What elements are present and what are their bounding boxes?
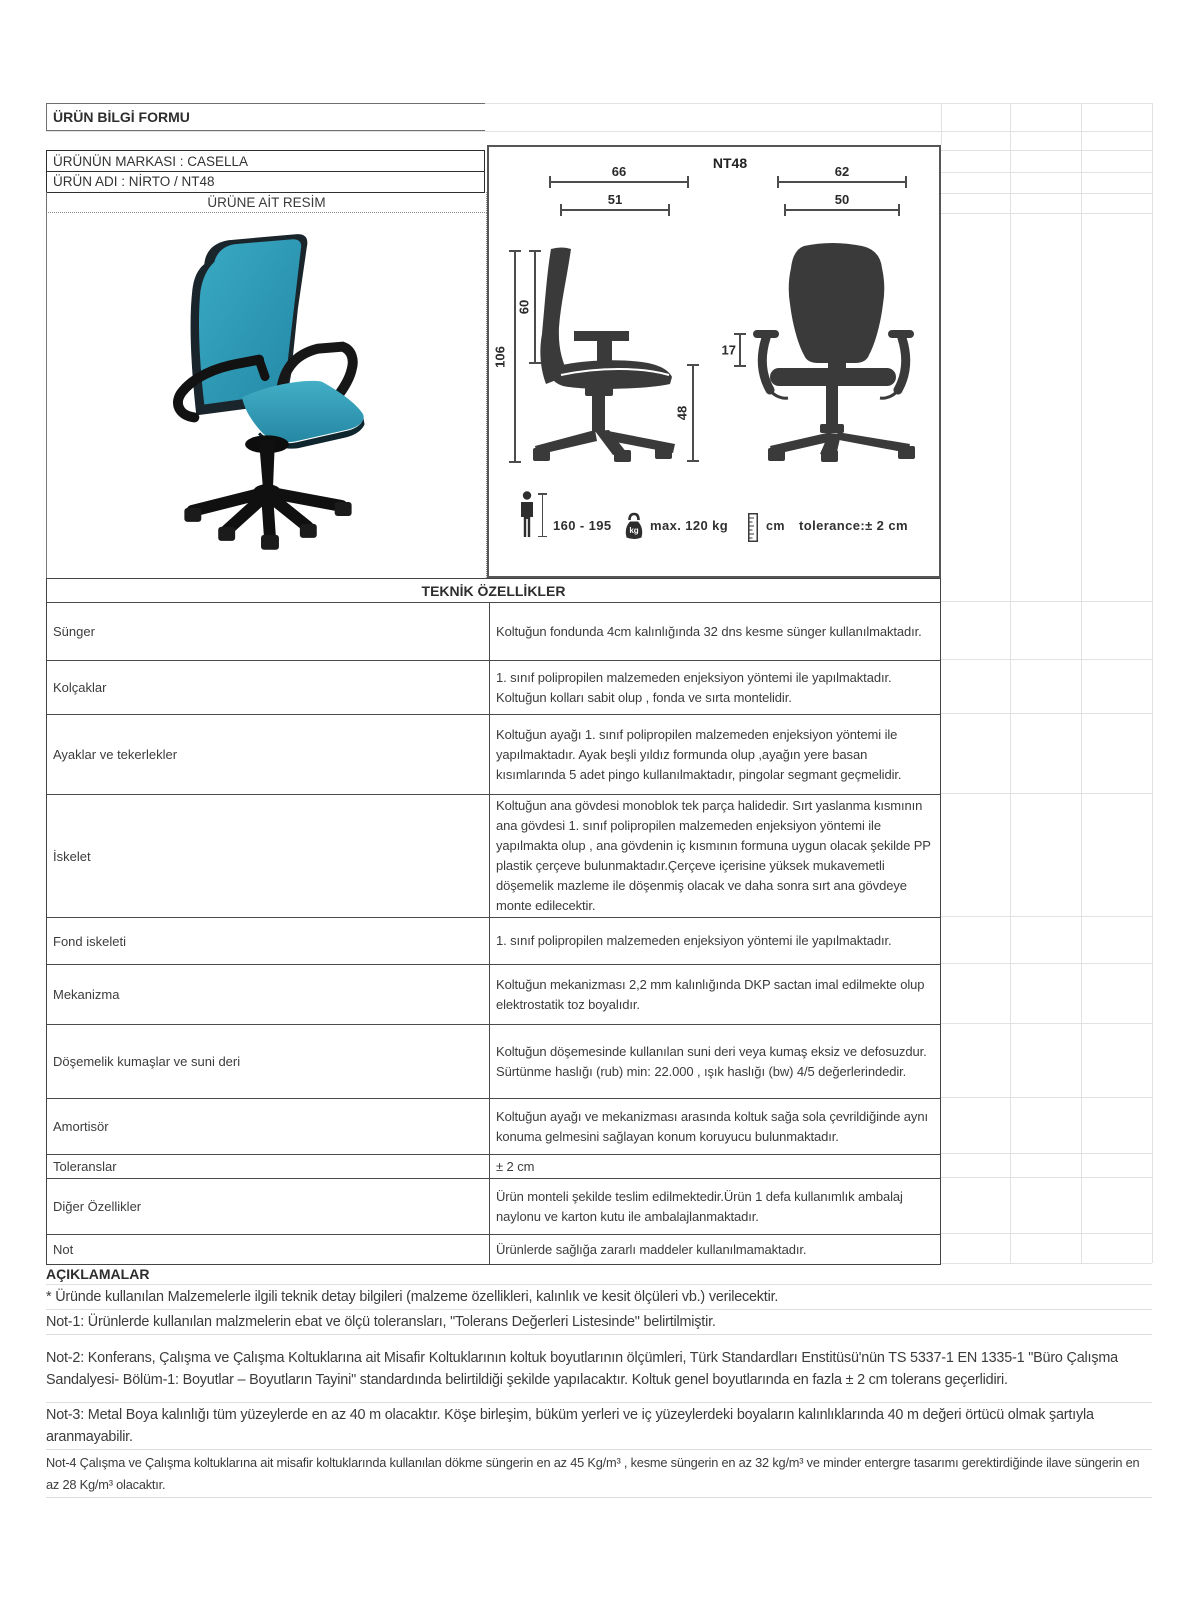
notes-section	[46, 1263, 1152, 1498]
grid-line	[941, 1263, 1152, 1264]
dim-seat-depth: 51	[561, 209, 669, 211]
form-title-cell	[46, 103, 485, 131]
table-row	[47, 1154, 940, 1178]
max-weight-label: max. 120 kg	[650, 518, 729, 533]
note-item: Not-3: Metal Boya kalınlığı tüm yüzeylerde en az 40 m olacaktır. Köşe birleşim, büküm yerleri ve iç yüzeylerdeki boyaların kalınlıklarında 40 m değeri örtücü olmak şartıyla aranmayabilir.	[46, 1403, 1152, 1450]
grid-line	[941, 963, 1152, 964]
svg-text:kg: kg	[629, 526, 639, 535]
table-row	[47, 1024, 940, 1098]
dim-total-height: 106	[514, 251, 516, 462]
chair-side-view-drawing	[529, 242, 709, 472]
grid-line	[941, 659, 1152, 660]
row-label: İskelet	[47, 795, 490, 917]
grid-line	[1081, 103, 1082, 1263]
grid-line	[941, 1023, 1152, 1024]
grid-line	[46, 131, 1152, 132]
row-value: Koltuğun ayağı ve mekanizması arasında koltuk sağa sola çevrildiğinde aynı konuma gelmesini sağlayan konum koruyucu bulunmaktadır.	[496, 1108, 928, 1144]
note-item: Not-1: Ürünlerde kullanılan malzmelerin ebat ve ölçü toleransları, "Tolerans Değerleri Listesinde" belirtilmiştir.	[46, 1310, 1152, 1335]
note-item: * Üründe kullanılan Malzemelerle ilgili teknik detay bilgileri (malzeme özellikleri, kalınlık ve kesit ölçüleri vb.) verilecektir.	[46, 1285, 1152, 1310]
grid-line	[941, 793, 1152, 794]
row-label: Amortisör	[47, 1099, 490, 1154]
row-label: Diğer Özellikler	[47, 1179, 490, 1234]
person-height-icon	[518, 491, 536, 538]
product-photo-cell	[46, 213, 487, 578]
grid-line	[941, 1153, 1152, 1154]
image-caption: ÜRÜNE AİT RESİM	[207, 194, 326, 210]
row-label: Ayaklar ve tekerlekler	[47, 715, 490, 794]
row-label: Döşemelik kumaşlar ve suni deri	[47, 1025, 490, 1098]
note-item: Not-4 Çalışma ve Çalışma koltuklarına ait misafir koltuklarında kullanılan dökme süngerin en az 45 Kg/m³ , kesme süngerin en az 32 kg/m³ ve minder entergre tasarımı gerektirdiğinde ilave süngerin en az 28 Kg/m³ olacaktır.	[46, 1450, 1152, 1498]
grid-line	[941, 1097, 1152, 1098]
table-row	[47, 794, 940, 917]
product-name-text: ÜRÜN ADI : NİRTO / NT48	[53, 173, 215, 189]
product-name-row	[46, 171, 485, 193]
model-code: NT48	[712, 155, 748, 171]
unit-label: cm	[766, 519, 785, 533]
grid-line	[941, 713, 1152, 714]
dim-arm-height: 17	[739, 334, 741, 366]
dim-back-width: 62	[778, 181, 906, 183]
image-caption-cell	[46, 192, 487, 213]
person-height-dim-line	[542, 494, 543, 536]
row-value: ± 2 cm	[496, 1158, 535, 1174]
grid-line	[941, 193, 1152, 194]
row-value: Koltuğun fondunda 4cm kalınlığında 32 dns kesme sünger kullanılmaktadır.	[496, 623, 922, 639]
row-label: Not	[47, 1235, 490, 1264]
user-height-range: 160 - 195	[553, 518, 612, 533]
table-row	[47, 917, 940, 964]
technical-drawing-panel	[487, 145, 941, 578]
chair-back-view-drawing	[744, 242, 924, 472]
table-row	[47, 1098, 940, 1154]
table-row	[47, 1178, 940, 1234]
grid-line	[1152, 103, 1153, 1263]
grid-line	[941, 916, 1152, 917]
table-row	[47, 602, 940, 660]
brand-text: ÜRÜNÜN MARKASI : CASELLA	[53, 153, 249, 169]
dim-back-height: 60	[534, 251, 536, 363]
row-value: Koltuğun ayağı 1. sınıf polipropilen malzemeden enjeksiyon yöntemi ile yapılmaktadır. Ayak beşli yıldız formunda olup ,ayağın yere basan kısımlarında 5 adet pingo kullanılmaktadır, pingolar segmant geçmelidir.	[496, 726, 902, 782]
row-label: Fond iskeleti	[47, 918, 490, 964]
table-row	[47, 714, 940, 794]
brand-row	[46, 150, 485, 172]
kettlebell-weight-icon	[623, 512, 645, 539]
row-value: Ürün monteli şekilde teslim edilmektedir.Ürün 1 defa kullanımlık ambalaj naylonu ve karton kutu ile ambalajlanmaktadır.	[496, 1188, 903, 1224]
table-row	[47, 1234, 940, 1264]
dim-overall-width: 66	[550, 181, 688, 183]
grid-line	[1010, 103, 1011, 1263]
dim-seat-width: 50	[785, 209, 899, 211]
grid-line	[941, 103, 942, 145]
ruler-icon	[748, 513, 758, 542]
grid-line	[941, 150, 1152, 151]
row-label: Kolçaklar	[47, 661, 490, 714]
table-header: TEKNİK ÖZELLİKLER	[421, 582, 566, 599]
row-value: Ürünlerde sağlığa zararlı maddeler kullanılmamaktadır.	[496, 1241, 807, 1257]
grid-line	[941, 213, 1152, 214]
row-label: Sünger	[47, 603, 490, 660]
row-value: Koltuğun döşemesinde kullanılan suni deri veya kumaş eksiz ve defosuzdur. Sürtünme haslığı (rub) min: 22.000 , ışık haslığı (bw) 4/5 değerlerindedir.	[496, 1043, 927, 1079]
grid-line	[941, 1177, 1152, 1178]
form-title: ÜRÜN BİLGİ FORMU	[53, 109, 190, 125]
technical-specs-table	[46, 578, 941, 1265]
row-value: 1. sınıf polipropilen malzemeden enjeksiyon yöntemi ile yapılmaktadır. Koltuğun kolları sabit olup , fonda ve sırta montelidir.	[496, 669, 892, 705]
dim-seat-height: 48	[692, 365, 694, 461]
tolerance-label: tolerance:± 2 cm	[799, 518, 908, 533]
table-row	[47, 660, 940, 714]
grid-line	[941, 1233, 1152, 1234]
row-value: Koltuğun mekanizması 2,2 mm kalınlığında DKP sactan imal edilmekte olup elektrostatik toz boyalıdır.	[496, 976, 925, 1012]
grid-line	[941, 601, 1152, 602]
row-label: Toleranslar	[47, 1155, 490, 1178]
note-item: Not-2: Konferans, Çalışma ve Çalışma Koltuklarına ait Misafir Koltuklarının koltuk boyutlarının ölçümleri, Türk Standardları Enstitüsü'nün TS 5337-1 EN 1335-1 "Büro Çalışma Sandalyesi- Bölüm-1: Boyutlar – Boyutların Tayini" standardında belirtildiği şekilde yapılacaktır. Koltuk genel boyutlarında en fazla ± 2 cm tolerans geçerlidiri.	[46, 1335, 1152, 1403]
table-row	[47, 964, 940, 1024]
row-label: Mekanizma	[47, 965, 490, 1024]
row-value: Koltuğun ana gövdesi monoblok tek parça halidedir. Sırt yaslanma kısmının ana gövdesi 1. sınıf polipropilen malzemeden enjeksiyon yöntemi ile yapılmakta olup , ana gövdenin iç kısmının formuna uygun olacak şekilde PP plastik çerçeve bulunmaktadır.Çerçeve içerisine yüksek mukavemetli döşemelik mazleme ile döşenmiş olacak ve daha sonra sırt ana gövdeye monte edilecektir.	[496, 798, 931, 913]
notes-header: AÇIKLAMALAR	[46, 1263, 1152, 1285]
row-value: 1. sınıf polipropilen malzemeden enjeksiyon yöntemi ile yapılmaktadır.	[496, 933, 892, 948]
grid-line	[941, 172, 1152, 173]
grid-line	[485, 103, 1152, 104]
chair-photo	[47, 213, 486, 578]
